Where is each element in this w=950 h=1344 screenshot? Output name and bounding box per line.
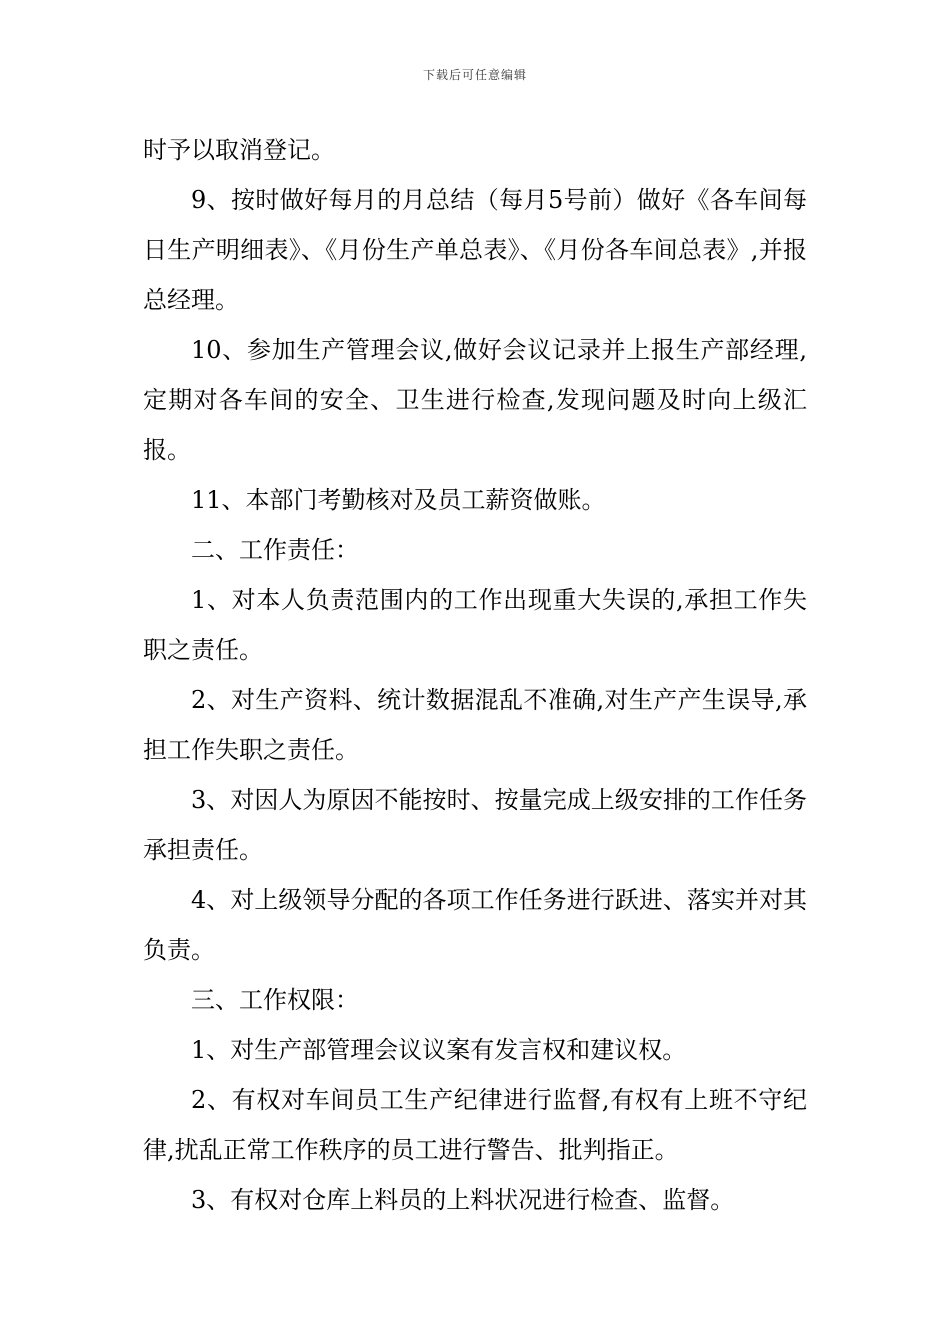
paragraph: 9、按时做好每月的月总结（每月5号前）做好《各车间每日生产明细表》、《月份生产单总表》、《月份各车间总表》,并报总经理。 [143, 186, 807, 314]
paragraph: 1、对本人负责范围内的工作出现重大失误的,承担工作失职之责任。 [143, 586, 807, 664]
paragraph: 1、对生产部管理会议议案有发言权和建议权。 [191, 1036, 687, 1064]
paragraph: 3、对因人为原因不能按时、按量完成上级安排的工作任务承担责任。 [143, 786, 807, 864]
paragraph: 4、对上级领导分配的各项工作任务进行跃进、落实并对其负责。 [143, 886, 807, 964]
paragraph: 11、本部门考勤核对及员工薪资做账。 [191, 486, 606, 514]
document-body [143, 125, 807, 1225]
section-heading: 二、工作责任： [191, 536, 359, 564]
paragraph: 10、参加生产管理会议,做好会议记录并上报生产部经理,定期对各车间的安全、卫生进行检查,发现问题及时向上级汇报。 [143, 336, 807, 464]
section-heading: 三、工作权限： [191, 986, 359, 1014]
page-header: 下载后可任意编辑 [422, 68, 527, 82]
paragraph: 2、有权对车间员工生产纪律进行监督,有权有上班不守纪律,扰乱正常工作秩序的员工进行警告、批判指正。 [143, 1086, 807, 1164]
paragraph: 2、对生产资料、统计数据混乱不准确,对生产产生误导,承担工作失职之责任。 [143, 686, 807, 764]
paragraph: 3、有权对仓库上料员的上料状况进行检查、监督。 [191, 1186, 735, 1214]
paragraph: 时予以取消登记。 [143, 136, 335, 164]
